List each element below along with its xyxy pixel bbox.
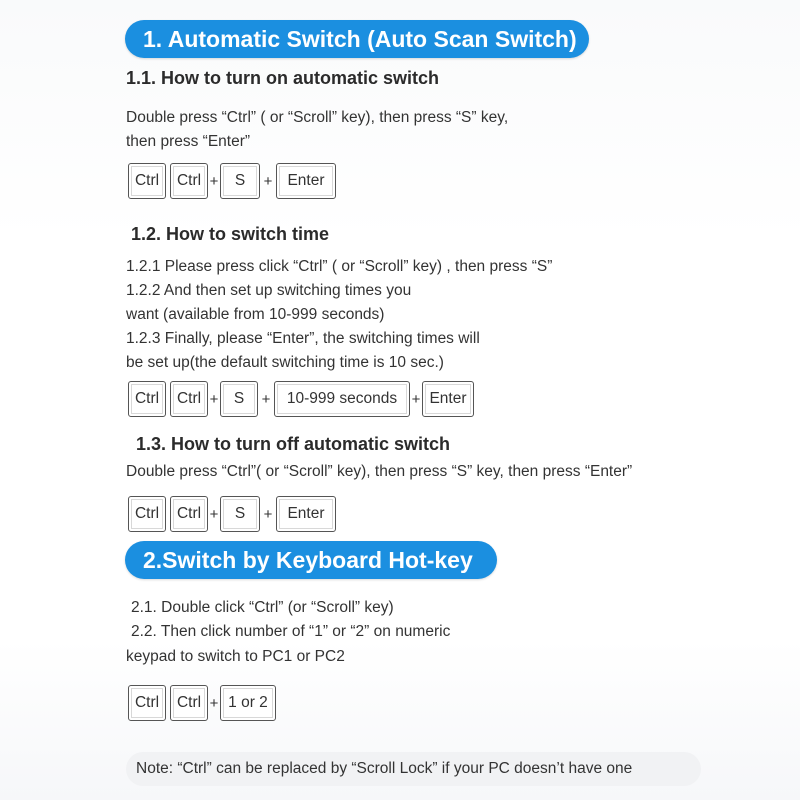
plus-sign: + [209, 694, 219, 712]
instruction-1-2-line-1: 1.2.1 Please press click “Ctrl” ( or “Scroll” key) , then press “S” [126, 258, 553, 275]
instruction-1-1-line-2: then press “Enter” [126, 133, 251, 150]
key-ctrl: Ctrl [128, 381, 166, 417]
plus-sign: + [263, 172, 273, 190]
heading-1-1: 1.1. How to turn on automatic switch [126, 68, 440, 88]
instruction-2-line-2: 2.2. Then click number of “1” or “2” on numeric [131, 623, 451, 640]
key-seconds: 10-999 seconds [274, 381, 410, 417]
key-ctrl: Ctrl [170, 163, 208, 199]
key-s: S [220, 163, 260, 199]
footnote: Note: “Ctrl” can be replaced by “Scroll Lock” if your PC doesn’t have one [126, 752, 701, 786]
instruction-1-2-line-5: be set up(the default switching time is 10 sec.) [126, 354, 444, 371]
plus-sign: + [411, 390, 421, 408]
section-1-title: 1. Automatic Switch (Auto Scan Switch) [125, 20, 589, 58]
key-enter: Enter [276, 496, 336, 532]
key-ctrl: Ctrl [170, 685, 208, 721]
plus-sign: + [263, 505, 273, 523]
plus-sign: + [261, 390, 271, 408]
instruction-1-1-line-1: Double press “Ctrl” ( or “Scroll” key), then press “S” key, [126, 109, 509, 126]
key-s: S [220, 496, 260, 532]
key-number: 1 or 2 [220, 685, 276, 721]
plus-sign: + [209, 390, 219, 408]
instruction-1-2-line-3: want (available from 10-999 seconds) [126, 306, 385, 323]
key-ctrl: Ctrl [128, 685, 166, 721]
heading-1-3: 1.3. How to turn off automatic switch [136, 434, 451, 454]
key-combo-1-3 [128, 495, 336, 533]
key-enter: Enter [422, 381, 474, 417]
instruction-2-line-1: 2.1. Double click “Ctrl” (or “Scroll” key) [131, 599, 394, 616]
instruction-1-2-line-4: 1.2.3 Finally, please “Enter”, the switching times will [126, 330, 480, 347]
section-2-title: 2.Switch by Keyboard Hot-key [125, 541, 497, 579]
plus-sign: + [209, 172, 219, 190]
plus-sign: + [209, 505, 219, 523]
instruction-1-2-line-2: 1.2.2 And then set up switching times you [126, 282, 412, 299]
instruction-2-line-3: keypad to switch to PC1 or PC2 [126, 648, 345, 665]
key-ctrl: Ctrl [128, 496, 166, 532]
instruction-1-3-line-1: Double press “Ctrl”( or “Scroll” key), then press “S” key, then press “Enter” [126, 463, 633, 480]
key-combo-1-2 [128, 380, 474, 418]
key-s: S [220, 381, 258, 417]
key-ctrl: Ctrl [170, 496, 208, 532]
key-ctrl: Ctrl [128, 163, 166, 199]
key-combo-2 [128, 684, 276, 722]
key-enter: Enter [276, 163, 336, 199]
heading-1-2: 1.2. How to switch time [131, 224, 330, 244]
key-combo-1-1 [128, 162, 336, 200]
key-ctrl: Ctrl [170, 381, 208, 417]
